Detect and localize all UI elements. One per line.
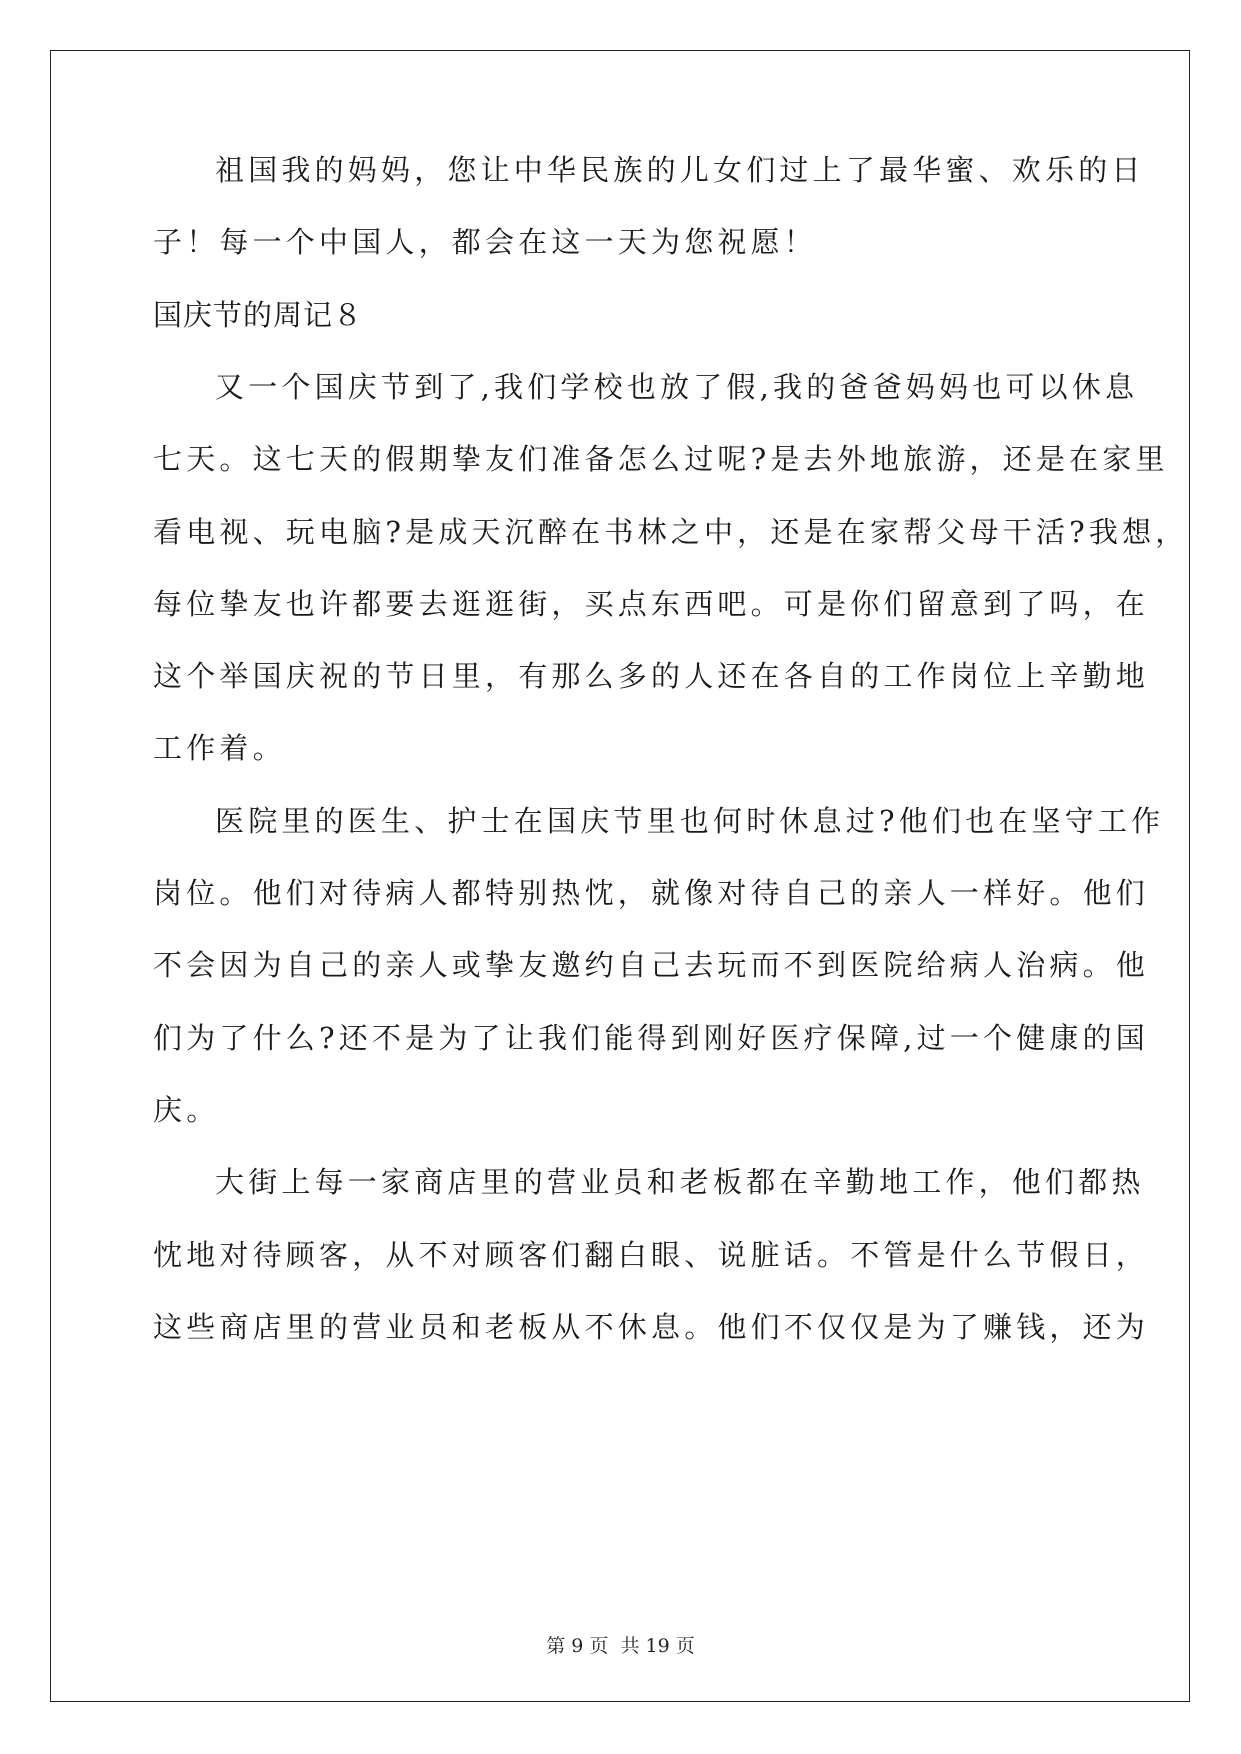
- text-line: 工作着。: [153, 731, 286, 765]
- text-line: 七天。这七天的假期挚友们准备怎么过呢?是去外地旅游，还是在家里: [153, 442, 1169, 476]
- text-line: 子！每一个中国人，都会在这一天为您祝愿！: [153, 225, 818, 259]
- text-line: 庆。: [153, 1093, 220, 1127]
- text-line: 忱地对待顾客，从不对顾客们翻白眼、说脏话。不管是什么节假日，: [153, 1238, 1150, 1272]
- text-line: 这些商店里的营业员和老板从不休息。他们不仅仅是为了赚钱，还为: [153, 1310, 1150, 1344]
- text-line: 大街上每一家商店里的营业员和老板都在辛勤地工作，他们都热: [215, 1165, 1145, 1199]
- text-line: 看电视、玩电脑?是成天沉醉在书林之中，还是在家帮父母干活?我想，: [153, 515, 1189, 549]
- text-line: 又一个国庆节到了,我们学校也放了假,我的爸爸妈妈也可以休息: [215, 370, 1139, 404]
- text-line: 岗位。他们对待病人都特别热忱，就像对待自己的亲人一样好。他们: [153, 876, 1150, 910]
- text-line: 祖国我的妈妈，您让中华民族的儿女们过上了最华蜜、欢乐的日: [215, 153, 1145, 187]
- text-line: 医院里的医生、护士在国庆节里也何时休息过?他们也在坚守工作: [215, 804, 1165, 838]
- page-footer: [0, 1634, 1241, 1658]
- text-line: 们为了什么?还不是为了让我们能得到刚好医疗保障,过一个健康的国: [153, 1021, 1149, 1055]
- section-heading: 国庆节的周记８: [153, 298, 364, 332]
- page-number: 第 9 页: [546, 1635, 609, 1657]
- page-total: 共 19 页: [620, 1635, 695, 1657]
- text-line: 这个举国庆祝的节日里，有那么多的人还在各自的工作岗位上辛勤地: [153, 659, 1150, 693]
- text-line: 每位挚友也许都要去逛逛街，买点东西吧。可是你们留意到了吗，在: [153, 587, 1150, 621]
- text-line: 不会因为自己的亲人或挚友邀约自己去玩而不到医院给病人治病。他: [153, 948, 1150, 982]
